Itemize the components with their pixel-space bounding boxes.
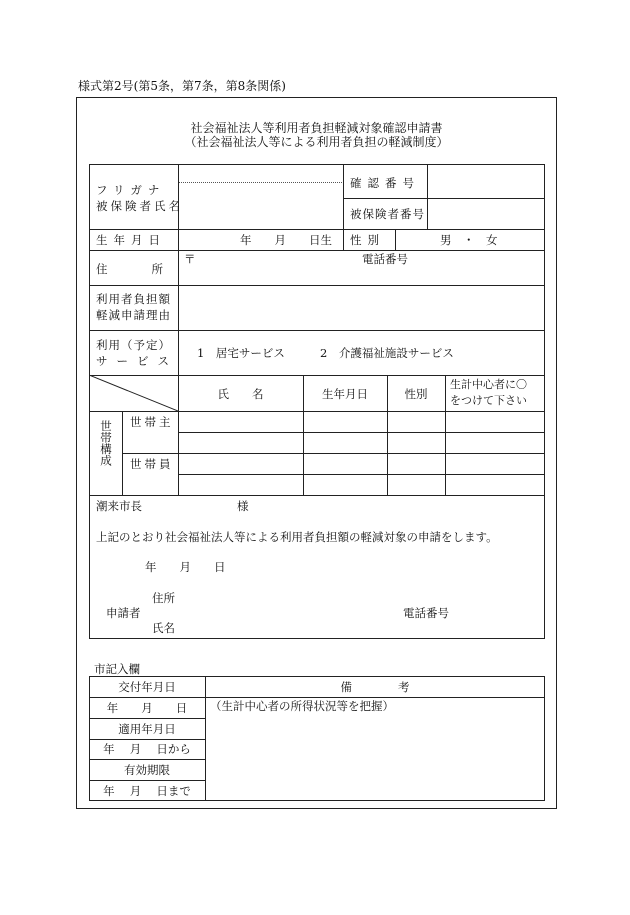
household-member-label: 世帯員 [130, 457, 174, 471]
addressee: 潮来市長 [96, 499, 142, 513]
city-section-title: 市記入欄 [94, 662, 140, 676]
application-date: 年 月 日 [145, 560, 226, 574]
issue-date-value: 年 月 日 [106, 701, 188, 715]
honorific: 様 [237, 499, 249, 513]
reason-label-1: 利用者負担額 [96, 292, 171, 306]
applicant-phone-label: 電話番号 [403, 606, 449, 620]
household-header-gender: 性別 [404, 387, 428, 401]
gender-value: 男 ・ 女 [440, 233, 498, 247]
reason-label-2: 軽減申請理由 [96, 308, 171, 322]
birthdate-value: 年 月 日生 [240, 233, 332, 247]
confirm-no-label: 確認番号 [350, 176, 420, 190]
household-side-label: 世帯構成 [99, 420, 113, 466]
remarks-label: 備 考 [340, 680, 410, 694]
applicant-label: 申請者 [106, 606, 141, 620]
service-option-2: 2 介護福祉施設サービス [320, 346, 454, 360]
household-header-main-2: をつけて下さい [450, 394, 527, 407]
application-statement: 上記のとおり社会福祉法人等による利用者負担額の軽減対象の申請をします。 [96, 530, 498, 544]
form-title: 社会福祉法人等利用者負担軽減対象確認申請書 [190, 121, 443, 135]
insured-name-label: 被保険者氏名 [96, 199, 183, 213]
insured-no-label: 被保険者番号 [350, 207, 425, 221]
postal-mark: 〒 [184, 252, 196, 266]
service-label-2: サービス [96, 354, 178, 368]
phone-label: 電話番号 [362, 252, 408, 266]
apply-date-label: 適用年月日 [118, 722, 176, 736]
service-option-1: 1 居宅サービス [197, 346, 285, 360]
applicant-address-label: 住所 [152, 591, 175, 605]
diagonal-slash [89, 375, 178, 411]
address-label: 住所 [96, 262, 207, 276]
remarks-note: （生計中心者の所得状況等を把握） [210, 699, 394, 713]
form-number: 様式第2号(第5条，第7条，第8条関係) [78, 79, 286, 93]
valid-period-label: 有効期限 [124, 763, 170, 777]
gender-label: 性別 [350, 233, 385, 247]
household-header-birth: 生年月日 [322, 387, 368, 401]
household-header-name: 氏 名 [217, 387, 264, 401]
service-label-1: 利用（予定） [96, 338, 171, 352]
household-head-label: 世帯主 [130, 415, 174, 429]
household-header-main-1: 生計中心者に〇 [450, 378, 527, 391]
apply-from: 年 月 日から [103, 742, 191, 756]
issue-date-label: 交付年月日 [118, 680, 176, 694]
furigana-label: フリガナ [96, 183, 166, 197]
valid-until: 年 月 日まで [103, 784, 191, 798]
applicant-name-label: 氏名 [152, 621, 175, 635]
form-subtitle: （社会福祉法人等による利用者負担の軽減制度） [184, 135, 449, 149]
birthdate-label: 生年月日 [96, 233, 166, 247]
